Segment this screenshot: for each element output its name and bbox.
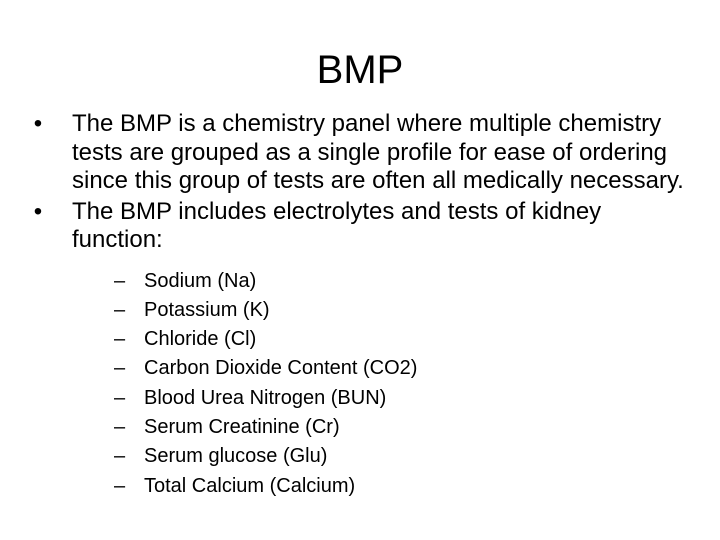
sub-marker: – (114, 386, 126, 409)
sub-item (72, 296, 690, 325)
sub-marker: – (114, 415, 126, 438)
bullet-text: The BMP includes electrolytes and tests of kidney function: (72, 197, 602, 253)
bullet-marker: • (33, 110, 43, 137)
sub-item (72, 267, 690, 296)
bullet-marker: • (33, 197, 43, 225)
sub-item-text: Chloride (Cl) (144, 328, 257, 351)
sub-item-text: Carbon Dioxide Content (CO2) (144, 357, 418, 380)
sub-item (72, 442, 690, 471)
sub-item-text: Potassium (K) (144, 298, 270, 321)
bullet-item (30, 110, 690, 196)
sub-item (72, 354, 690, 383)
sub-marker: – (114, 474, 126, 497)
sub-marker: – (114, 445, 126, 468)
sub-item-text: Total Calcium (Calcium) (144, 474, 356, 497)
bullet-item (30, 198, 690, 501)
sub-item-text: Serum Creatinine (Cr) (144, 415, 340, 438)
bullet-list (30, 110, 690, 501)
sub-item (72, 413, 690, 442)
sub-item-text: Sodium (Na) (144, 269, 257, 292)
sub-marker: – (114, 357, 126, 380)
sub-item-text: Serum glucose (Glu) (144, 445, 328, 468)
sub-marker: – (114, 328, 126, 351)
bullet-text: The BMP is a chemistry panel where multiple chemistry tests are grouped as a single profile for ease of ordering since this group of tests are often all medically necessary. (72, 110, 684, 194)
sub-marker: – (114, 269, 126, 292)
sub-item (72, 325, 690, 354)
sub-bullet-list (72, 267, 690, 501)
slide-title: BMP (316, 48, 404, 92)
sub-item (72, 384, 690, 413)
sub-item (72, 472, 690, 501)
sub-marker: – (114, 298, 126, 321)
sub-item-text: Blood Urea Nitrogen (BUN) (144, 386, 387, 409)
